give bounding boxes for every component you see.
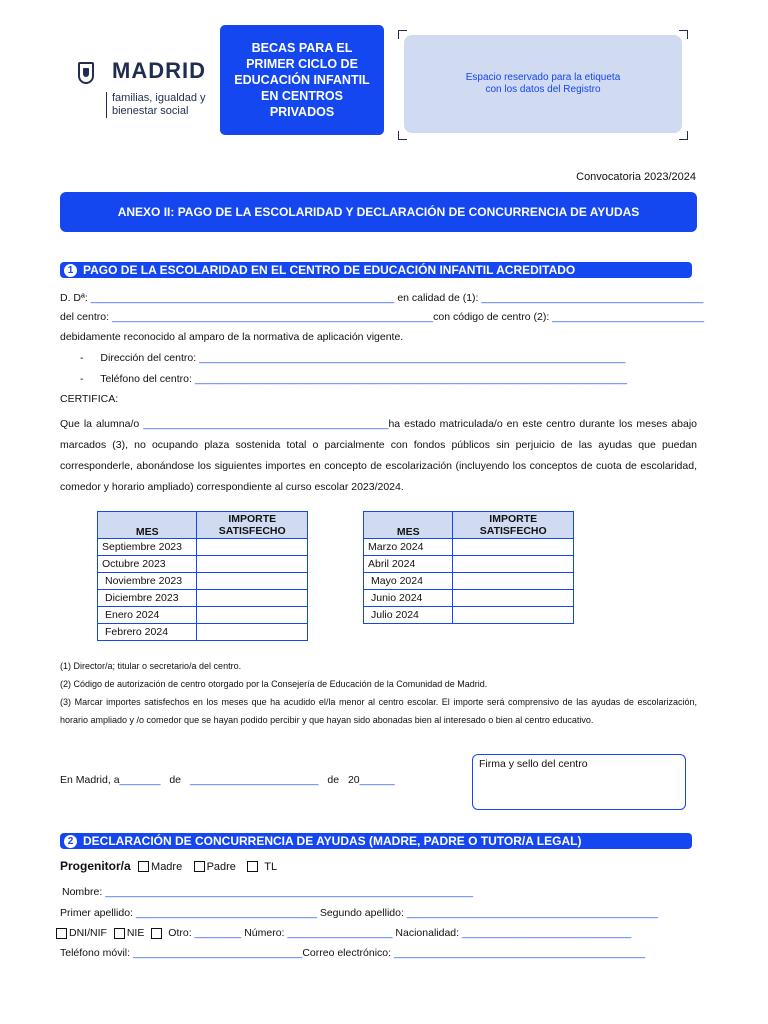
telefono-movil-field[interactable]: _____________________________ [132,947,303,959]
month-cell: Mayo 2024 [364,573,453,590]
direccion-line [80,352,625,364]
reconocido-text: debidamente reconocido al amparo de la normativa de aplicación vigente. [60,331,404,343]
direccion-label: Dirección del centro: [100,352,197,364]
importe-cell[interactable] [197,607,308,624]
importe-cell[interactable] [453,590,574,607]
tl-checkbox[interactable] [247,861,258,872]
header-importe: IMPORTE SATISFECHO [453,512,574,539]
madre-checkbox[interactable] [138,861,149,872]
year-field[interactable]: ______ [359,774,395,786]
importe-cell[interactable] [197,590,308,607]
certifica-paragraph [60,414,697,498]
header-mes: MES [98,512,197,539]
anexo-title: ANEXO II: PAGO DE LA ESCOLARIDAD Y DECLARACIÓN DE CONCURRENCIA DE AYUDAS [60,192,697,232]
note-1: (1) Director/a; titular o secretario/a del centro. [60,661,242,671]
firma-box[interactable] [472,754,686,810]
nombre-field[interactable]: _______________________________________________________________ [105,886,474,898]
logo-subtitle [112,92,222,118]
month-cell: Julio 2024 [364,607,453,624]
madrid-logo [78,58,218,120]
otro-field[interactable]: ________ [194,927,242,939]
becas-title-box [220,25,384,135]
logo-subtitle-line1: familias, igualdad y [112,92,206,104]
codigo-label: con código de centro (2): [433,311,550,323]
calidad-field[interactable]: ______________________________________ [481,292,704,304]
dni-label: DNI/NIF [69,927,107,939]
logo-divider [106,92,107,118]
telefono-movil-label: Teléfono móvil: [60,947,131,959]
primer-apellido-field[interactable]: _______________________________ [135,907,317,919]
month-cell: Septiembre 2023 [98,539,197,556]
dona-field[interactable]: ____________________________________________________ [90,292,395,304]
month-cell: Marzo 2024 [364,539,453,556]
numero-field[interactable]: __________________ [287,927,393,939]
month-cell: Enero 2024 [98,607,197,624]
months-table-left [97,511,308,641]
section1-number: 1 [64,264,77,277]
dona-label: D. Dª: [60,292,88,304]
tl-label: TL [264,861,278,873]
months-table-right [363,511,574,624]
padre-label: Padre [206,861,236,873]
telefono-line [80,373,627,385]
nie-checkbox[interactable] [114,928,125,939]
importe-cell[interactable] [197,539,308,556]
alumna-field[interactable]: __________________________________________ [143,418,389,430]
section2-number: 2 [64,835,77,848]
de-label: de [327,774,340,786]
note-2: (2) Código de autorización de centro otorgado por la Consejería de Educación de la Comunidad de Madrid. [60,679,488,689]
month-cell: Abril 2024 [364,556,453,573]
year-prefix: 20 [347,774,360,786]
importe-cell[interactable] [197,624,308,641]
centro-label: del centro: [60,311,110,323]
logo-name: MADRID [112,58,206,83]
certifica: CERTIFICA: [60,393,119,405]
que-alumna-label: Que la alumna/o [60,418,140,430]
progenitor-label: Progenitor/a [60,859,131,873]
codigo-field[interactable]: __________________________ [552,311,705,323]
registro-line2: con los datos del Registro [485,84,601,95]
month-cell: Diciembre 2023 [98,590,197,607]
correo-field[interactable]: ___________________________________________ [393,947,646,959]
centro-line [60,311,704,323]
importe-cell[interactable] [453,573,574,590]
otro-checkbox[interactable] [151,928,162,939]
month-cell: Junio 2024 [364,590,453,607]
note-3: (3) Marcar importes satisfechos en los meses que ha acudido el/la menor al centro escolar. El importe será comprensivo de las ayudas de escolarización, horario ampliado y /o comedor que se hayan podido percibir y que hayan sido abonadas bien al interesado o bien al centro educativo. [60,697,697,725]
firma-label: Firma y sello del centro [479,758,588,770]
segundo-apellido-field[interactable]: ___________________________________________ [406,907,658,919]
header-mes: MES [364,512,453,539]
date-line [60,774,395,786]
registro-line1: Espacio reservado para la etiqueta [465,72,621,83]
nacionalidad-field[interactable]: _____________________________ [461,927,632,939]
month-cell: Octubre 2023 [98,556,197,573]
madre-label: Madre [151,861,183,873]
padre-checkbox[interactable] [194,861,205,872]
section1-header [60,262,692,278]
section1-title: PAGO DE LA ESCOLARIDAD EN EL CENTRO DE EDUCACIÓN INFANTIL ACREDITADO [83,263,576,277]
bullet: - [80,352,84,364]
importe-cell[interactable] [453,607,574,624]
nombre-label: Nombre: [62,886,103,898]
nie-label: NIE [126,927,145,939]
en-madrid-label: En Madrid, a [60,774,120,786]
month-cell: Febrero 2024 [98,624,197,641]
frame-corner [398,131,407,140]
calidad-label: en calidad de (1): [397,292,479,304]
contacto-line [60,947,645,959]
importe-cell[interactable] [453,539,574,556]
section2-title: DECLARACIÓN DE CONCURRENCIA DE AYUDAS (MADRE, PADRE O TUTOR/A LEGAL) [83,834,582,848]
correo-label: Correo electrónico: [302,947,392,959]
registro-label-space [404,35,682,133]
otro-label: Otro: [168,927,192,939]
documento-line [56,927,631,939]
nombre-line [62,886,473,898]
numero-label: Número: [244,927,285,939]
paragraph-rest: ha estado matriculada/o en este centro durante los meses abajo marcados (3), no ocupando plaza sostenida total o parcialmente con fondos públicos sin perjuicio de las ayudas que puedan corresponderle, abonándose los siguientes importes en concepto de escolarización (incluyendo los conceptos de cuota de escolaridad, comedor y horario ampliado) correspondiente al curso escolar 2023/2024. [60,418,697,493]
apellidos-line [60,907,658,919]
madrid-shield-icon [78,62,94,84]
segundo-apellido-label: Segundo apellido: [319,907,404,919]
telefono-label: Teléfono del centro: [100,373,192,385]
day-field[interactable]: _______ [119,774,161,786]
importe-cell[interactable] [197,573,308,590]
telefono-field[interactable]: __________________________________________________________________________ [194,373,627,385]
importe-cell[interactable] [197,556,308,573]
section2-header [60,833,692,849]
dni-checkbox[interactable] [56,928,67,939]
convocatoria: Convocatoria 2023/2024 [576,171,696,183]
month-field[interactable]: ______________________ [189,774,319,786]
importe-cell[interactable] [453,556,574,573]
logo-subtitle-line2: bienestar social [112,105,189,117]
nacionalidad-label: Nacionalidad: [395,927,460,939]
progenitor-line [60,859,277,873]
bullet: - [80,373,84,385]
footnotes [60,657,697,729]
frame-corner [679,131,688,140]
de-label: de [169,774,182,786]
dona-line [60,292,703,304]
direccion-field[interactable]: _________________________________________________________________________ [199,352,626,364]
centro-field[interactable]: _______________________________________________________ [111,311,434,323]
primer-apellido-label: Primer apellido: [60,907,133,919]
becas-title: BECAS PARA EL PRIMER CICLO DE EDUCACIÓN INFANTIL EN CENTROS PRIVADOS [234,41,370,119]
header-importe: IMPORTE SATISFECHO [197,512,308,539]
month-cell: Noviembre 2023 [98,573,197,590]
